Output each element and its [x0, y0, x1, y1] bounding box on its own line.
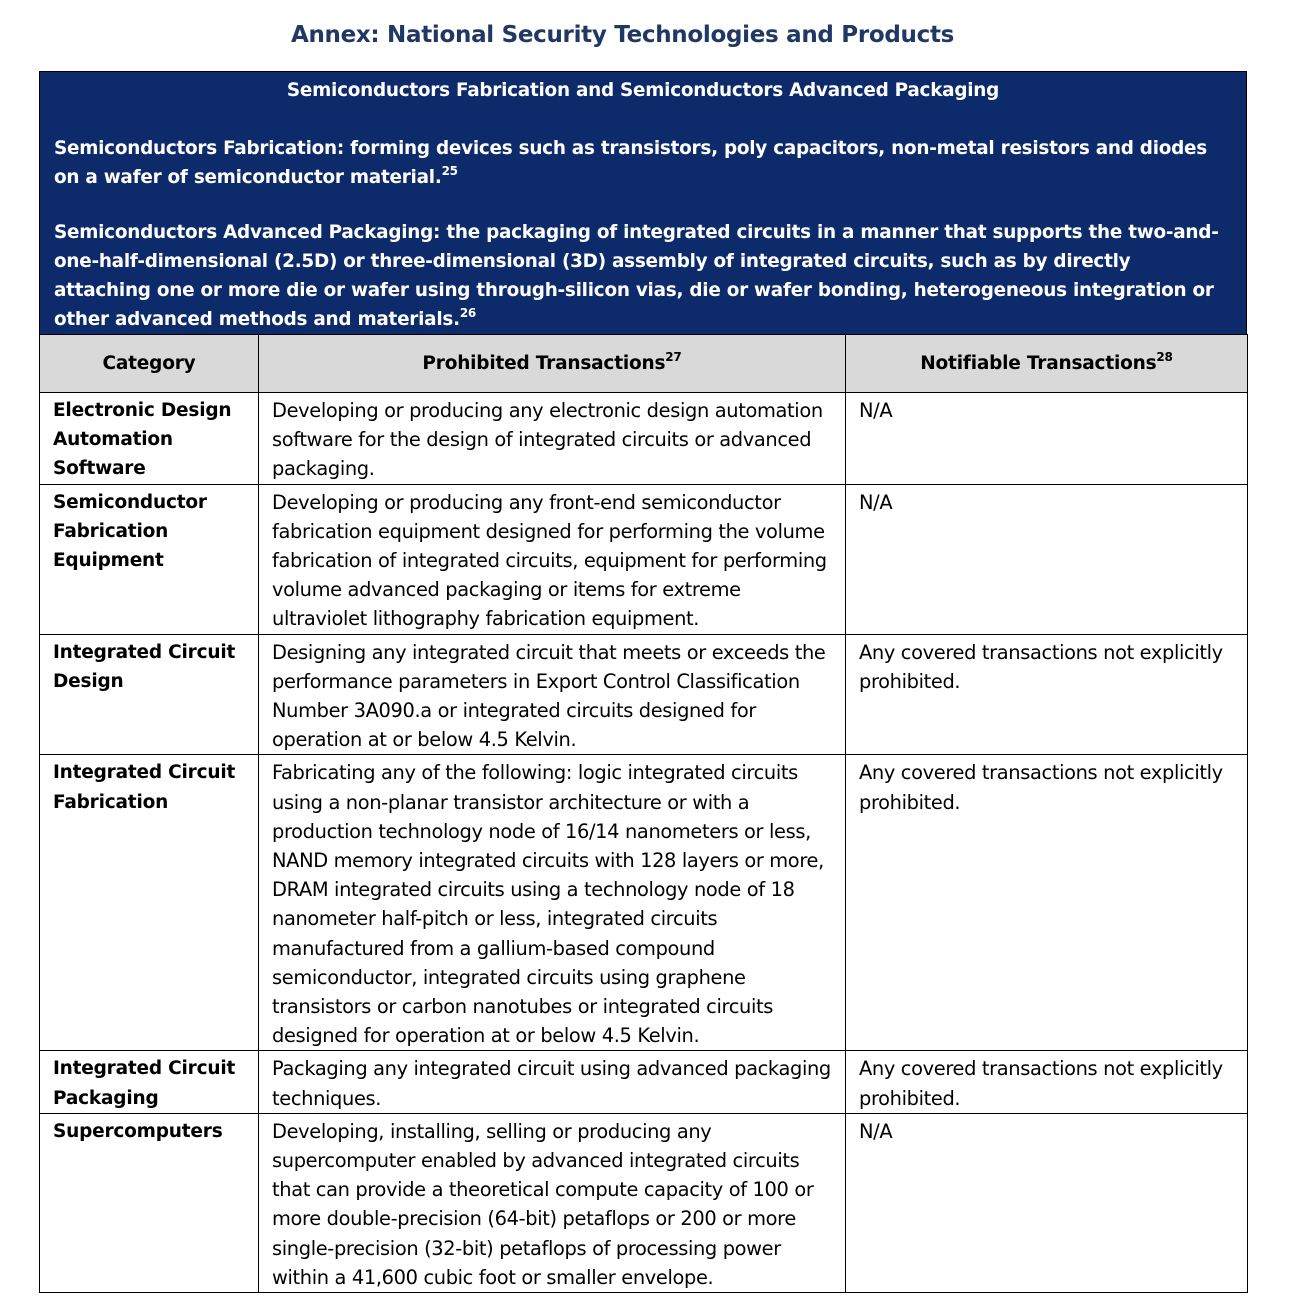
footnote-ref-26: 26: [459, 305, 477, 320]
fabrication-definition-text: Semiconductors Fabrication: forming devices such as transistors, poly capacitors, non-metal resistors and diodes on a wafer of semiconductor material.: [54, 138, 1207, 188]
row-prohibited: Developing or producing any front-end semiconductor fabrication equipment designed for performing the volume fabrication of integrated circuits, equipment for performing volume advanced packaging or items for extreme ultraviolet lithography fabrication equipment.: [259, 484, 846, 634]
packaging-definition: [54, 218, 1232, 334]
row-notifiable: N/A: [846, 1113, 1248, 1292]
footnote-ref-27: 27: [665, 349, 682, 364]
header-notifiable-label: Notifiable Transactions: [920, 353, 1157, 374]
table-row: [40, 755, 1248, 1051]
table-row: [40, 1113, 1248, 1292]
row-category: Integrated Circuit Packaging: [40, 1051, 259, 1113]
footnote-ref-25: 25: [441, 163, 458, 178]
header-prohibited-label: Prohibited Transactions: [422, 353, 666, 374]
table-header-row: [40, 335, 1248, 393]
row-notifiable: Any covered transactions not explicitly prohibited.: [846, 634, 1248, 755]
table-row: [40, 484, 1248, 634]
transactions-table: [39, 334, 1248, 1293]
header-category: [40, 335, 259, 393]
packaging-definition-text: Semiconductors Advanced Packaging: the packaging of integrated circuits in a manner that supports the two-and-one-half-dimensional (2.5D) or three-dimensional (3D) assembly of integrated circuits, such as by directly attaching one or more die or wafer using through-silicon vias, die or wafer bonding, heterogeneous integration or other advanced methods and materials.: [54, 222, 1219, 330]
fabrication-definition: [54, 134, 1232, 192]
header-notifiable: [846, 335, 1248, 393]
annex-container: [39, 71, 1247, 1293]
row-category: Semiconductor Fabrication Equipment: [40, 484, 259, 634]
row-notifiable: N/A: [846, 393, 1248, 485]
row-notifiable: N/A: [846, 484, 1248, 634]
row-category: Electronic Design Automation Software: [40, 393, 259, 485]
row-notifiable: Any covered transactions not explicitly prohibited.: [846, 755, 1248, 1051]
table-row: [40, 1051, 1248, 1113]
page-title: Annex: National Security Technologies and Products: [290, 22, 955, 48]
footnote-ref-28: 28: [1156, 349, 1173, 364]
row-prohibited: Designing any integrated circuit that meets or exceeds the performance parameters in Export Control Classification Number 3A090.a or integrated circuits designed for operation at or below 4.5 Kelvin.: [259, 634, 846, 755]
row-category: Supercomputers: [40, 1113, 259, 1292]
row-notifiable: Any covered transactions not explicitly prohibited.: [846, 1051, 1248, 1113]
row-category: Integrated Circuit Fabrication: [40, 755, 259, 1051]
row-category: Integrated Circuit Design: [40, 634, 259, 755]
banner-heading: Semiconductors Fabrication and Semiconductors Advanced Packaging: [286, 80, 1000, 101]
row-prohibited: Fabricating any of the following: logic integrated circuits using a non-planar transistor architecture or with a production technology node of 16/14 nanometers or less, NAND memory integrated circuits with 128 layers or more, DRAM integrated circuits using a technology node of 18 nanometer half-pitch or less, integrated circuits manufactured from a gallium-based compound semiconductor, integrated circuits using graphene transistors or carbon nanotubes or integrated circuits designed for operation at or below 4.5 Kelvin.: [259, 755, 846, 1051]
table-row: [40, 393, 1248, 485]
header-category-label: Category: [102, 353, 196, 374]
table-row: [40, 634, 1248, 755]
row-prohibited: Packaging any integrated circuit using advanced packaging techniques.: [259, 1051, 846, 1113]
row-prohibited: Developing, installing, selling or producing any supercomputer enabled by advanced integrated circuits that can provide a theoretical compute capacity of 100 or more double-precision (64-bit) petaflops or 200 or more single-precision (32-bit) petaflops of processing power within a 41,600 cubic foot or smaller envelope.: [259, 1113, 846, 1292]
row-prohibited: Developing or producing any electronic design automation software for the design of integrated circuits or advanced packaging.: [259, 393, 846, 485]
header-prohibited: [259, 335, 846, 393]
definitions-banner: [39, 71, 1247, 334]
